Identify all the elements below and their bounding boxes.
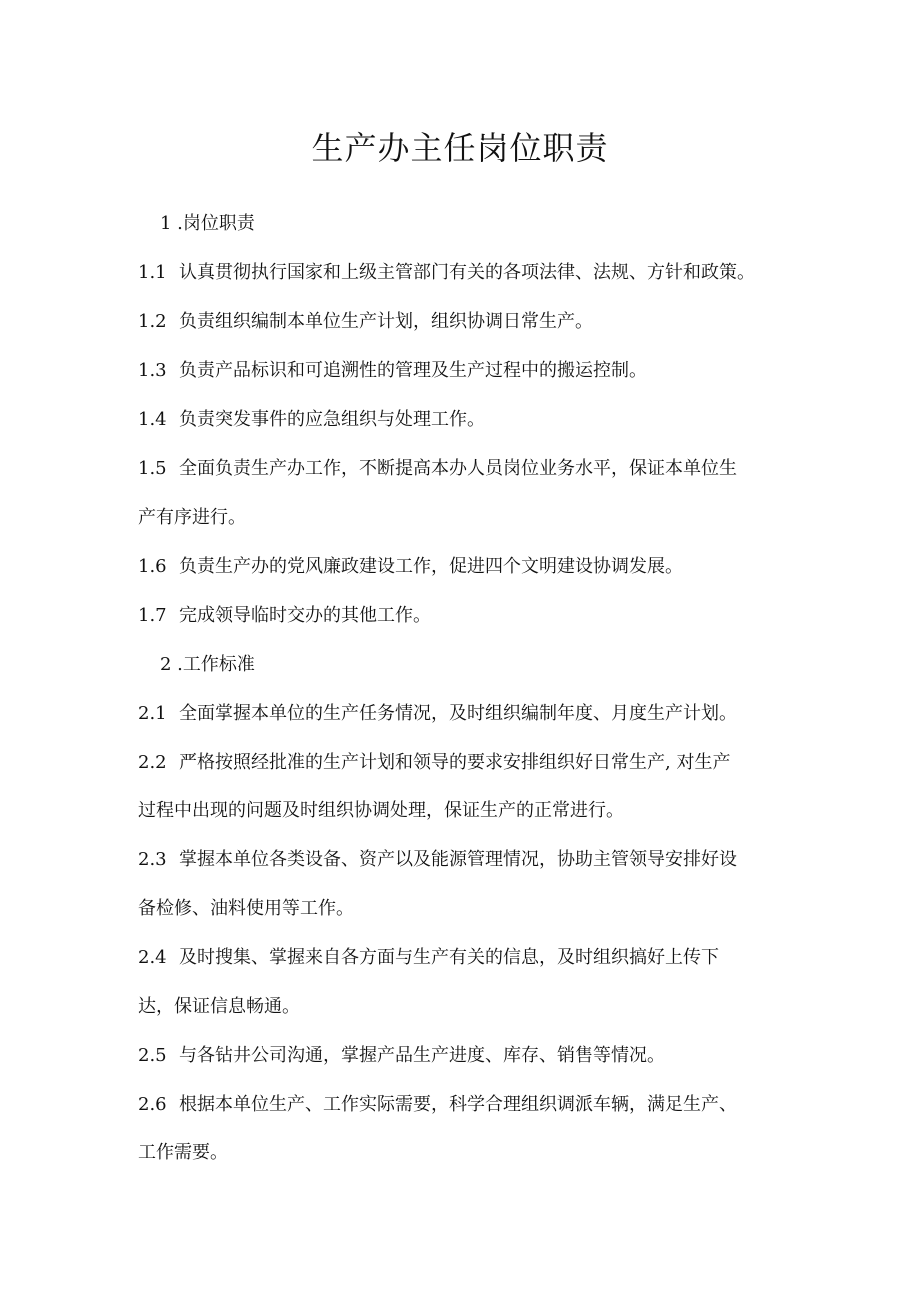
- item-number: 1.5: [138, 458, 167, 479]
- item-text: 严格按照经批准的生产计划和领导的要求安排组织好日常生产, 对生产: [179, 752, 731, 773]
- item-text: 掌握本单位各类设备、资产以及能源管理情况，协助主管领导安排好设: [179, 849, 737, 870]
- list-item-continuation: 工作需要。: [138, 1142, 228, 1163]
- list-item: [138, 260, 818, 286]
- list-item: [138, 1092, 818, 1118]
- item-number: 1.2: [138, 311, 167, 332]
- item-number: 1.4: [138, 409, 167, 430]
- list-item: [138, 701, 818, 727]
- page-title: 生产办主任岗位职责: [311, 129, 609, 167]
- list-item-continuation: 产有序进行。: [138, 507, 246, 528]
- list-item: [138, 603, 818, 629]
- list-item: [138, 750, 818, 776]
- list-item: [138, 847, 818, 873]
- list-item-continuation: 备检修、油料使用等工作。: [138, 898, 354, 919]
- item-text: 认真贯彻执行国家和上级主管部门有关的各项法律、法规、方针和政策。: [179, 262, 755, 283]
- item-text: 负责突发事件的应急组织与处理工作。: [179, 409, 485, 430]
- list-item: [138, 554, 818, 580]
- item-number: 2.2: [138, 752, 167, 773]
- item-number: 2.6: [138, 1094, 167, 1115]
- item-text: 与各钻井公司沟通，掌握产品生产进度、库存、销售等情况。: [179, 1045, 665, 1066]
- list-item: [138, 309, 818, 335]
- item-text: 完成领导临时交办的其他工作。: [179, 605, 431, 626]
- list-item: [138, 1043, 818, 1069]
- list-item: [138, 407, 818, 433]
- section-heading-standards: 2 .工作标准: [160, 654, 255, 675]
- item-number: 2.1: [138, 703, 167, 724]
- item-text: 及时搜集、掌握来自各方面与生产有关的信息，及时组织搞好上传下: [179, 947, 719, 968]
- item-number: 1.7: [138, 605, 167, 626]
- list-item: [138, 945, 818, 971]
- list-item-continuation: 达，保证信息畅通。: [138, 996, 300, 1017]
- item-number: 1.3: [138, 360, 167, 381]
- list-item: [138, 456, 818, 482]
- item-text: 负责产品标识和可追溯性的管理及生产过程中的搬运控制。: [179, 360, 647, 381]
- section-heading-duties: 1 .岗位职责: [160, 213, 255, 234]
- item-text: 根据本单位生产、工作实际需要，科学合理组织调派车辆，满足生产、: [179, 1094, 737, 1115]
- item-text: 全面负责生产办工作，不断提高本办人员岗位业务水平，保证本单位生: [179, 458, 737, 479]
- list-item: [138, 358, 818, 384]
- item-number: 2.5: [138, 1045, 167, 1066]
- item-number: 1.6: [138, 556, 167, 577]
- item-number: 2.4: [138, 947, 167, 968]
- item-number: 1.1: [138, 262, 167, 283]
- item-text: 负责组织编制本单位生产计划，组织协调日常生产。: [179, 311, 593, 332]
- item-text: 全面掌握本单位的生产任务情况，及时组织编制年度、月度生产计划。: [179, 703, 737, 724]
- list-item-continuation: 过程中出现的问题及时组织协调处理，保证生产的正常进行。: [138, 800, 624, 821]
- item-number: 2.3: [138, 849, 167, 870]
- item-text: 负责生产办的党风廉政建设工作，促进四个文明建设协调发展。: [179, 556, 683, 577]
